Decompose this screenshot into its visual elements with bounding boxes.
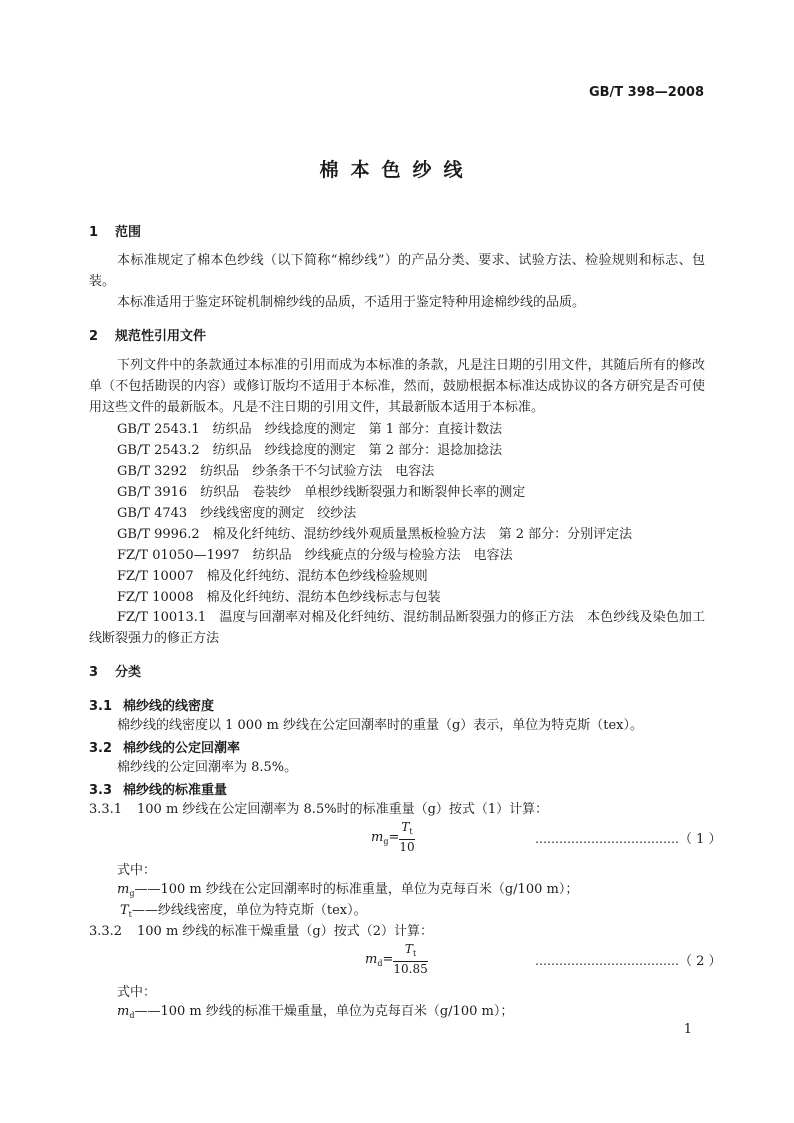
formula-lhs: $m_d$ [365,952,383,968]
subsection-3-2-text: 棉纱线的公定回潮率为 8.5%。 [117,760,298,775]
where-label: 式中： [117,863,157,878]
section-2-heading [89,325,206,344]
paragraph-scope-2: 本标准适用于鉴定环锭机制棉纱线的品质，不适用于鉴定特种用途棉纱线的品质。 [117,295,586,310]
formula-1 [371,820,415,855]
reference-item: FZ/T 10013.1 温度与回潮率对棉及化纤纯纺、混纺制品断裂强力的修正方法 本色纱线及染色加工线断裂强力的修正方法 [89,610,705,646]
clause-3-3-2 [89,921,433,942]
clause-text: 100 m 纱线在公定回潮率为 8.5%时的标准重量（g）按式（1）计算： [137,802,549,817]
paragraph-scope-1: 本标准规定了棉本色纱线（以下简称“棉纱线”）的产品分类、要求、试验方法、检验规则和标志、包装。 [89,253,705,289]
variable-definition: $m_d——100$ m 纱线的标准干燥重量，单位为克每百米（g/100 m）； [117,1004,514,1020]
where-label: 式中： [117,985,157,1000]
paragraph-references-intro: 下列文件中的条款通过本标准的引用而成为本标准的条款，凡是注日期的引用文件，其随后所有的修改单（不包括勘误的内容）或修订版均不适用于本标准，然而，鼓励根据本标准达成协议的各方研究是否可使用这些文件的最新版本。凡是不注日期的引用文件，其最新版本适用于本标准。 [89,358,705,415]
reference-item: GB/T 3292 纺织品 纱条条干不匀试验方法 电容法 [117,464,435,479]
equation-number: （ 2 ） [679,954,722,969]
subsection-number: 3.2 [89,741,113,756]
clause-3-3-1 [89,799,548,820]
section-number: 1 [89,225,99,240]
section-number: 3 [89,665,99,680]
formula-lhs: $m_g$ [371,830,389,846]
formula-1-label [535,828,722,847]
standard-number: GB/T 398—2008 [588,85,704,100]
subsection-title: 棉纱线的标准重量 [123,783,228,798]
clause-text: 100 m 纱线的标准干燥重量（g）按式（2）计算： [137,924,433,939]
subsection-number: 3.1 [89,699,113,714]
reference-item: FZ/T 10007 棉及化纤纯纺、混纺本色纱线检验规则 [117,569,428,584]
section-1-heading [89,221,141,240]
section-title: 规范性引用文件 [115,329,207,344]
reference-item: FZ/T 01050—1997 纺织品 纱线疵点的分级与检验方法 电容法 [117,548,513,563]
variable-definition: $m_g——100$ m 纱线在公定回潮率时的标准重量，单位为克每百米（g/100 m）； [117,882,579,898]
reference-item: GB/T 2543.2 纺织品 纱线捻度的测定 第 2 部分：退捻加捻法 [117,443,503,458]
subsection-title: 棉纱线的公定回潮率 [123,741,241,756]
formula-equals: = [388,830,400,845]
subsection-title: 棉纱线的线密度 [123,699,215,714]
formula-fraction: $\frac{T_t}{10}$ [399,820,415,854]
clause-number: 3.3.2 [89,924,123,939]
formula-equals: = [382,952,394,967]
page-title: 棉本色纱线 [319,159,475,181]
section-title: 分类 [115,665,142,680]
reference-item: GB/T 3916 纺织品 卷装纱 单根纱线断裂强力和断裂伸长率的测定 [117,485,526,500]
formula-fraction: $\frac{T_t}{10.85}$ [393,942,428,976]
formula-2-label [535,950,722,969]
subsection-3-2-heading [89,737,240,756]
leader-dots: ……………………………… [535,832,679,846]
reference-item: FZ/T 10008 棉及化纤纯纺、混纺本色纱线标志与包装 [117,590,441,605]
subsection-3-3-heading [89,779,227,798]
reference-item: GB/T 2543.1 纺织品 纱线捻度的测定 第 1 部分：直接计数法 [117,422,503,437]
reference-item: GB/T 4743 纱线线密度的测定 绞纱法 [117,506,357,521]
formula-2 [365,942,428,977]
subsection-3-1-heading [89,695,214,714]
equation-number: （ 1 ） [679,832,722,847]
subsection-3-1-text: 棉纱线的线密度以 1 000 m 纱线在公定回潮率时的重量（g）表示，单位为特克斯（tex）。 [117,718,644,733]
reference-item: GB/T 9996.2 棉及化纤纯纺、混纺纱线外观质量黑板检验方法 第 2 部分：分别评定法 [117,527,633,542]
section-3-heading [89,661,141,680]
variable-definition: $T_t——$纱线线密度，单位为特克斯（tex）。 [120,903,367,919]
page-number: 1 [683,1022,692,1037]
leader-dots: ……………………………… [535,954,679,968]
section-number: 2 [89,329,99,344]
clause-number: 3.3.1 [89,802,123,817]
subsection-number: 3.3 [89,783,113,798]
section-title: 范围 [115,225,142,240]
